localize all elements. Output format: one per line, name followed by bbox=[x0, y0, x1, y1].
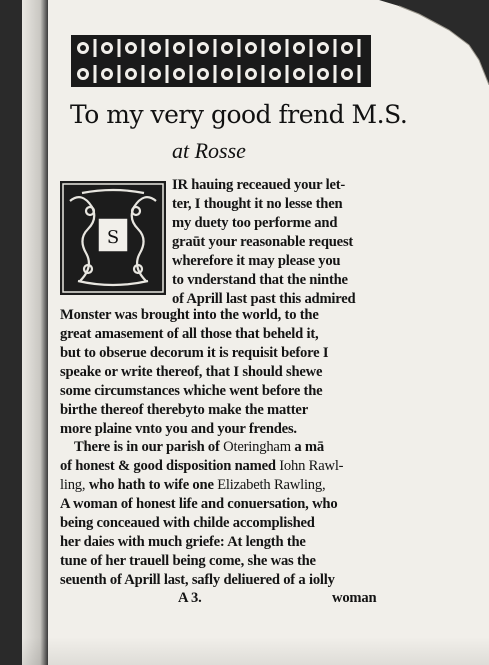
letter-subtitle: at Rosse bbox=[172, 138, 246, 163]
text-span: of honest & good disposition named bbox=[60, 458, 276, 474]
text-line bbox=[60, 476, 325, 495]
text-line: wherefore it may please you bbox=[172, 253, 341, 269]
initial-letter: S bbox=[106, 227, 120, 248]
catchword: woman bbox=[332, 590, 377, 606]
letter-title: To my very good frend M.S. bbox=[70, 100, 408, 129]
text-line: A woman of honest life and conuersation, who bbox=[60, 496, 338, 512]
text-line: graūt your reasonable request bbox=[172, 234, 354, 250]
text-line: her daies with much griefe: At length the bbox=[60, 534, 306, 550]
text-line: Monster was brought into the world, to the bbox=[60, 307, 319, 323]
person-name: Elizabeth Rawling, bbox=[217, 477, 326, 493]
text-span: a mā bbox=[294, 439, 324, 455]
text-line: great amasement of all those that beheld it, bbox=[60, 326, 319, 342]
text-line bbox=[60, 457, 343, 476]
place-name: Oteringham bbox=[223, 439, 291, 455]
torn-corner bbox=[379, 0, 489, 85]
text-line: of Aprill last past this admired bbox=[172, 291, 356, 307]
text-line: ter, I thought it no lesse then bbox=[172, 196, 343, 212]
page-shadow bbox=[22, 637, 489, 665]
text-span: There is in our parish of bbox=[74, 439, 220, 455]
text-line: my duety too performe and bbox=[172, 215, 338, 231]
text-line: IR hauing receaued your let- bbox=[172, 177, 346, 193]
page-gutter bbox=[22, 0, 48, 665]
signature-mark: A 3. bbox=[178, 590, 202, 606]
text-line: seuenth of Aprill last, safly deliuered of a iolly bbox=[60, 572, 335, 588]
text-line: more plaine vnto you and your frendes. bbox=[60, 421, 297, 437]
person-name: ling, bbox=[60, 477, 86, 493]
text-line: being conceaued with childe accomplished bbox=[60, 515, 315, 531]
decorative-headpiece bbox=[71, 35, 371, 87]
text-line: birthe thereof therebyto make the matter bbox=[60, 402, 308, 418]
person-name: Iohn Rawl- bbox=[279, 458, 344, 474]
text-line: to vnderstand that the ninthe bbox=[172, 272, 348, 288]
decorated-initial bbox=[60, 181, 166, 295]
text-line bbox=[74, 438, 324, 457]
text-line: some circumstances whiche went before the bbox=[60, 383, 323, 399]
text-line: speake or write thereof, that I should shewe bbox=[60, 364, 323, 380]
text-line: tune of her trauell being come, she was the bbox=[60, 553, 316, 569]
text-line: but to obserue decorum it is requisit before I bbox=[60, 345, 329, 361]
text-span: who hath to wife one bbox=[88, 477, 214, 493]
